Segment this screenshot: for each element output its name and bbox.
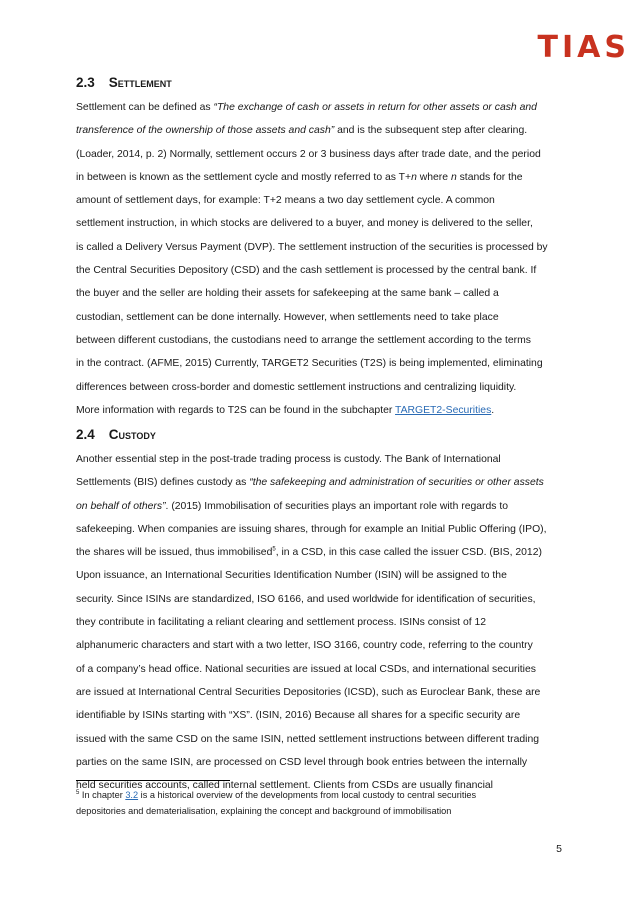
- text-line: security. Since ISINs are standardized, ISO 6166, and used worldwide for identification of securities,: [76, 593, 536, 605]
- page-number: 5: [556, 843, 562, 855]
- text-line: Settlements (BIS) defines custody as “the safekeeping and administration of securities or other assets: [76, 477, 544, 489]
- text-line: are issued at International Central Securities Depositories (ICSD), such as Euroclear Bank, these are: [76, 686, 541, 698]
- text-line: issued with the same CSD on the same ISIN, netted settlement instructions between different trading: [76, 733, 540, 745]
- text-line: Another essential step in the post-trade trading process is custody. The Bank of International: [76, 454, 501, 465]
- quote-text: “the safekeeping and administration of securities or other assets: [249, 477, 544, 489]
- section-heading: Custody: [108, 427, 156, 442]
- text-line: More information with regards to T2S can be found in the subchapter TARGET2-Securities.: [76, 404, 495, 416]
- footnote: [76, 787, 566, 819]
- text-line: transference of the ownership of those assets and cash” and is the subsequent step after clearing.: [76, 125, 528, 137]
- text-line: identifiable by ISINs starting with “XS”. (ISIN, 2016) Because all shares for a specific security are: [76, 710, 521, 722]
- text-line: held securities accounts, called internal settlement. Clients from CSDs are usually financial: [76, 780, 493, 792]
- text-line: depositories and dematerialisation, explaining the concept and background of immobilisation: [76, 806, 452, 816]
- footnote-marker: 5: [272, 546, 276, 553]
- section-title-settlement: [76, 75, 172, 90]
- text-line: in the contract. (AFME, 2015) Currently, TARGET2 Securities (T2S) is being implemented, eliminating: [76, 358, 543, 370]
- quote-text: “The exchange of cash or assets in return for other assets or cash and: [213, 102, 537, 113]
- text-line: differences between cross-border and domestic settlement instructions and centralizing liquidity.: [76, 381, 517, 393]
- footnote-divider: [76, 780, 230, 781]
- text-line: on behalf of others”. (2015) Immobilisation of securities plays an important role with regards to: [76, 500, 509, 512]
- section-title-custody: [76, 427, 156, 442]
- text-line: Settlement can be defined as “The exchange of cash or assets in return for other assets or cash and: [76, 102, 537, 113]
- text-line: Upon issuance, an International Securities Identification Number (ISIN) will be assigned to the: [76, 570, 507, 582]
- section-number: 2.4: [76, 427, 95, 442]
- text-line: between different custodians, the custodians need to arrange the settlement according to the terms: [76, 334, 531, 346]
- cross-reference-link[interactable]: TARGET2-Securities: [395, 404, 492, 416]
- tias-logo: TIAS: [537, 30, 630, 65]
- text-line: parties on the same ISIN, are processed on CSD level through book entries between the internally: [76, 756, 528, 768]
- text-line: of a company’s head office. National securities are issued at local CSDs, and international securities: [76, 663, 536, 675]
- text-line: (Loader, 2014, p. 2) Normally, settlement occurs 2 or 3 business days after trade date, and the period: [76, 148, 541, 160]
- text-line: they contribute in facilitating a reliant clearing and settlement process. ISINs consist of 12: [76, 617, 487, 629]
- text-line: $^5$ In chapter 3.2 is a historical overview of the developments from local custody to central securities: [76, 789, 477, 800]
- text-line: safekeeping. When companies are issuing shares, through for example an Initial Public Offering (IPO),: [76, 523, 547, 535]
- quote-text: n: [450, 171, 457, 183]
- text-line: settlement instruction, in which stocks are delivered to a buyer, and money is delivered to the seller,: [76, 218, 533, 230]
- text-line: alphanumeric characters and start with a two letter, ISO 3166, country code, referring to the country: [76, 640, 533, 652]
- quote-text: transference of the ownership of those assets and cash”: [76, 125, 335, 137]
- text-line: the shares will be issued, thus immobilised$^5$, in a CSD, in this case called the issuer CSD. (BIS, 2012): [76, 546, 542, 559]
- section-number: 2.3: [76, 75, 95, 90]
- settlement-paragraph: [76, 96, 566, 422]
- text-line: is called a Delivery Versus Payment (DVP). The settlement instruction of the securities is processed by: [76, 241, 548, 253]
- quote-text: on behalf of others”: [76, 500, 166, 512]
- cross-reference-link[interactable]: 3.2: [125, 790, 139, 800]
- footnote-marker: 5: [76, 789, 80, 796]
- custody-paragraph: [76, 448, 566, 797]
- text-line: custodian, settlement can be done internally. However, when settlements need to take place: [76, 311, 499, 323]
- text-line: in between is known as the settlement cycle and mostly referred to as T+n where n stands for the: [76, 171, 523, 183]
- quote-text: n: [411, 171, 417, 183]
- text-line: the buyer and the seller are holding their assets for safekeeping at the same bank – called a: [76, 288, 499, 300]
- text-line: the Central Securities Depository (CSD) and the cash settlement is processed by the central bank. If: [76, 265, 537, 277]
- text-line: amount of settlement days, for example: T+2 means a two day settlement cycle. A common: [76, 195, 495, 207]
- section-heading: Settlement: [108, 75, 172, 90]
